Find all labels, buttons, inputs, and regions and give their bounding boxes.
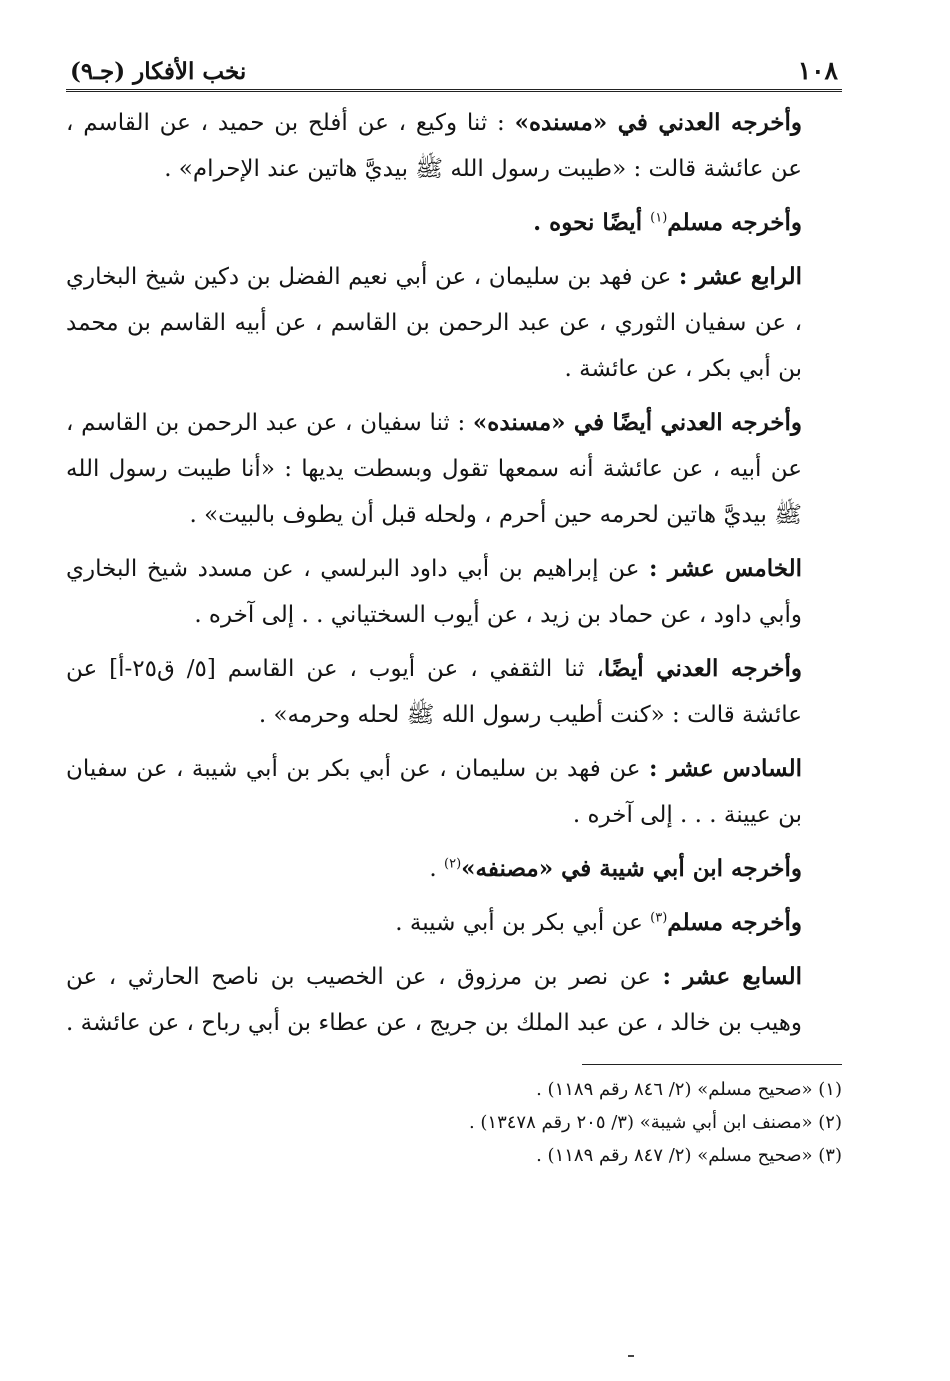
paragraph: [66, 900, 842, 946]
bold-run: وأخرجه العدني أيضًا: [603, 655, 802, 682]
paragraph: [66, 200, 842, 246]
main-text: [66, 100, 842, 1046]
bold-run: وأخرجه العدني أيضًا في «مسنده»: [472, 409, 802, 436]
footnote-ref: (١): [650, 210, 668, 226]
paragraph: [66, 954, 842, 1046]
footnote-2: (٢) «مصنف ابن أبي شيبة» (٣/ ٢٠٥ رقم ١٣٤٧٨) .: [468, 1112, 842, 1133]
paragraph: [66, 100, 842, 192]
footnote-separator: [582, 1064, 842, 1065]
page-number: ١٠٨: [797, 56, 838, 85]
running-header: [66, 52, 842, 92]
bold-run: أيضًا نحوه .: [533, 209, 651, 236]
bold-run: الرابع عشر :: [678, 263, 802, 290]
text-run: عن فهد بن سليمان ، عن أبي بكر بن أبي شيبة ، عن سفيان بن عيينة . . . إلى آخره .: [66, 756, 802, 828]
text-run: عن نصر بن مرزوق ، عن الخصيب بن ناصح الحارثي ، عن وهيب بن خالد ، عن عبد الملك بن جريج ، عن عطاء بن أبي رباح ، عن عائشة .: [66, 964, 802, 1036]
paragraph: [66, 846, 842, 892]
book-page: [66, 52, 842, 1172]
footnote-ref: (٢): [444, 856, 462, 872]
bold-run: وأخرجه ابن أبي شيبة في «مصنفه»: [461, 855, 802, 882]
bold-run: وأخرجه مسلم: [667, 909, 802, 936]
paragraph: [66, 400, 842, 538]
text-run: عن فهد بن سليمان ، عن أبي نعيم الفضل بن دكين شيخ البخاري ، عن سفيان الثوري ، عن عبد الرحمن بن القاسم ، عن أبيه القاسم بن محمد بن أبي بكر ، عن عائشة .: [66, 264, 802, 382]
bold-run: وأخرجه مسلم: [667, 209, 802, 236]
paragraph: [66, 646, 842, 738]
bold-run: السادس عشر :: [648, 755, 802, 782]
bold-run: السابع عشر :: [662, 963, 802, 990]
paragraph: [66, 254, 842, 392]
text-run: : ثنا سفيان ، عن عبد الرحمن بن القاسم ، عن أبيه ، عن عائشة أنه سمعها تقول وبسطت يديها : «أنا طيبت رسول الله ﷺ بيديَّ هاتين لحرمه حين أحرم ، ولحله قبل أن يطوف بالبيت» .: [66, 410, 802, 528]
text-run: ، ثنا الثقفي ، عن أيوب ، عن القاسم [٥/ ق٢٥-أ] عن عائشة قالت : «كنت أطيب رسول الله ﷺ لحله وحرمه» .: [66, 656, 802, 728]
footnotes: [66, 1073, 842, 1172]
text-run: : ثنا وكيع ، عن أفلح بن حميد ، عن القاسم ، عن عائشة قالت : «طيبت رسول الله ﷺ بيديَّ هاتين عند الإحرام» .: [66, 110, 802, 182]
bold-run: وأخرجه العدني في «مسنده»: [514, 109, 802, 136]
print-mark: [628, 1355, 634, 1357]
book-title: نخب الأفكار (جـ٩): [70, 58, 247, 85]
paragraph: [66, 746, 842, 838]
text-run: .: [429, 856, 445, 882]
text-run: عن أبي بكر بن أبي شيبة .: [395, 910, 651, 936]
bold-run: الخامس عشر :: [649, 555, 802, 582]
footnote-1: (١) «صحيح مسلم» (٢/ ٨٤٦ رقم ١١٨٩) .: [536, 1079, 842, 1100]
footnote-3: (٣) «صحيح مسلم» (٢/ ٨٤٧ رقم ١١٨٩) .: [536, 1145, 842, 1166]
paragraph: [66, 546, 842, 638]
text-run: عن إبراهيم بن أبي داود البرلسي ، عن مسدد شيخ البخاري وأبي داود ، عن حماد بن زيد ، عن أيوب السختياني . . إلى آخره .: [66, 556, 802, 628]
footnote-ref: (٣): [650, 910, 668, 926]
